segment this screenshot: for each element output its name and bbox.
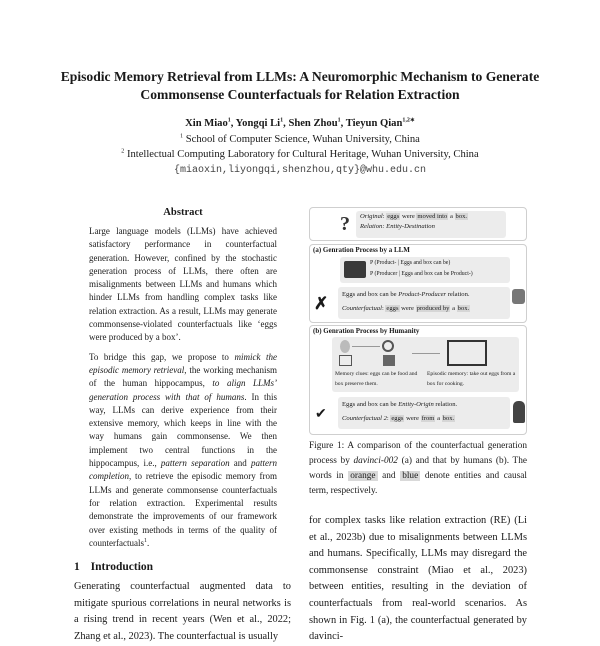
llm-process-label: (a) Genration Process by a LLM [313,246,410,254]
llm-result: Eggs and box can be Product-Producer relation. Counterfactual: eggs were produced by a box. [338,287,510,319]
paper-title: Episodic Memory Retrieval from LLMs: A Neuromorphic Mechanism to Generate Commonsense Counterfactuals for Relation Extraction [60,69,540,102]
check-icon: ✔ [315,407,327,422]
probability-panel: P (Product- | Eggs and box can be) P (Producer | Eggs and box can be Product-) [340,257,510,283]
affiliation-2: $^2$ Intellectual Computing Laboratory for Cultural Heritage, Wuhan University, China [121,148,479,161]
abstract-paragraph-2: To bridge this gap, we propose to mimick the episodic memory retrieval, the working mechanism of the human hippocampus, to align LLMs’ generation process with that of humans. In this way, LLMs can derive experience from their extensive memory, which keeps in line with the way humans gain commonsense. We then implement two central functions in the hippocampus, i.e., pattern separation and pattern completion, to retrieve the episodic memory from LLMs and generate commonsense counterfactuals for relation extraction. Experimental results demonstrate the improvements of our framework over existing methods in terms of the quality of counterfactuals$^1$. [89,351,278,548]
author-names: Xin Miao$^1$, Yongqi Li$^1$, Shen Zhou$^1$, Tieyun Qian$^{1,2∗}$ [185,117,415,129]
episodic-memory: Episodic memory: take out eggs from a box for cooking. [427,371,516,387]
author-emails: {miaoxin,liyongqi,shenzhou,qty}@whu.edu.cn [173,165,427,177]
question-icon: ? [340,213,350,235]
human-result: Eggs and box can be Entity-Origin relation. Counterfactual 2: eggs were from a box. [338,397,510,429]
abstract-heading: Abstract [163,207,203,218]
human-process-box [309,325,527,435]
arrow-icon [352,346,380,347]
books-search-icon [344,261,366,278]
section-heading-introduction: 1 Introduction [74,561,154,574]
introduction-text: Generating counterfactual augmented data to mitigate spurious correlations in neural networks is a rising trend in recent years (Wen et al., 2022; Zhang et al., 2023). The counterfactual is usually [74,581,291,642]
robot-icon [512,289,525,304]
storage-icon [383,355,395,366]
open-box-icon [447,340,487,366]
right-column-text: for complex tasks like relation extraction (RE) (Li et al., 2023b) due to misalignments between LLMs and humans. Specifically, LLMs may disregard the commonsense constraint (Miao et al., 2023) between entities, resulting in the deviation of counterfactuals from real-world scenarios. As shown in Fig. 1 (a), the counterfactual generated by davinci- [309,515,527,643]
abstract-paragraph-1: Large language models (LLMs) have achieved satisfactory performance in counterfactual generation. However, confined by the stochastic generation process of LLMs, there often are misalignments between LLMs and humans which hinder LLMs from handling complex tasks like relation extraction. As a result, LLMs may generate commonsense-violated counterfactuals like ‘eggs were produced by a box’. [89,226,277,343]
author-block [40,116,560,179]
human-icon [513,401,525,423]
box-icon [339,355,352,366]
food-icon [382,340,394,352]
egg-icon [340,340,350,353]
original-example-box [309,207,527,241]
llm-process-box [309,244,527,323]
memory-clues: Memory clues: eggs can be food and box preserve them. [335,371,418,387]
figure-caption: Figure 1: A comparison of the counterfactual generation process by davinci-002 (a) and that by humans (b). The words in orange and blue denote entities and causal term, respectively. [309,441,528,496]
figure-1 [309,205,527,435]
human-process-label: (b) Genration Process by Humanity [313,327,420,335]
arrow-icon [412,353,440,354]
right-column [309,205,527,646]
affiliation-1: $^1$ School of Computer Science, Wuhan University, China [180,133,420,145]
cross-icon: ✗ [314,294,329,313]
left-column [74,206,291,646]
memory-panel [332,337,519,392]
original-sentence: Original: eggs were moved into a box. Relation: Entity-Destination [356,211,506,238]
